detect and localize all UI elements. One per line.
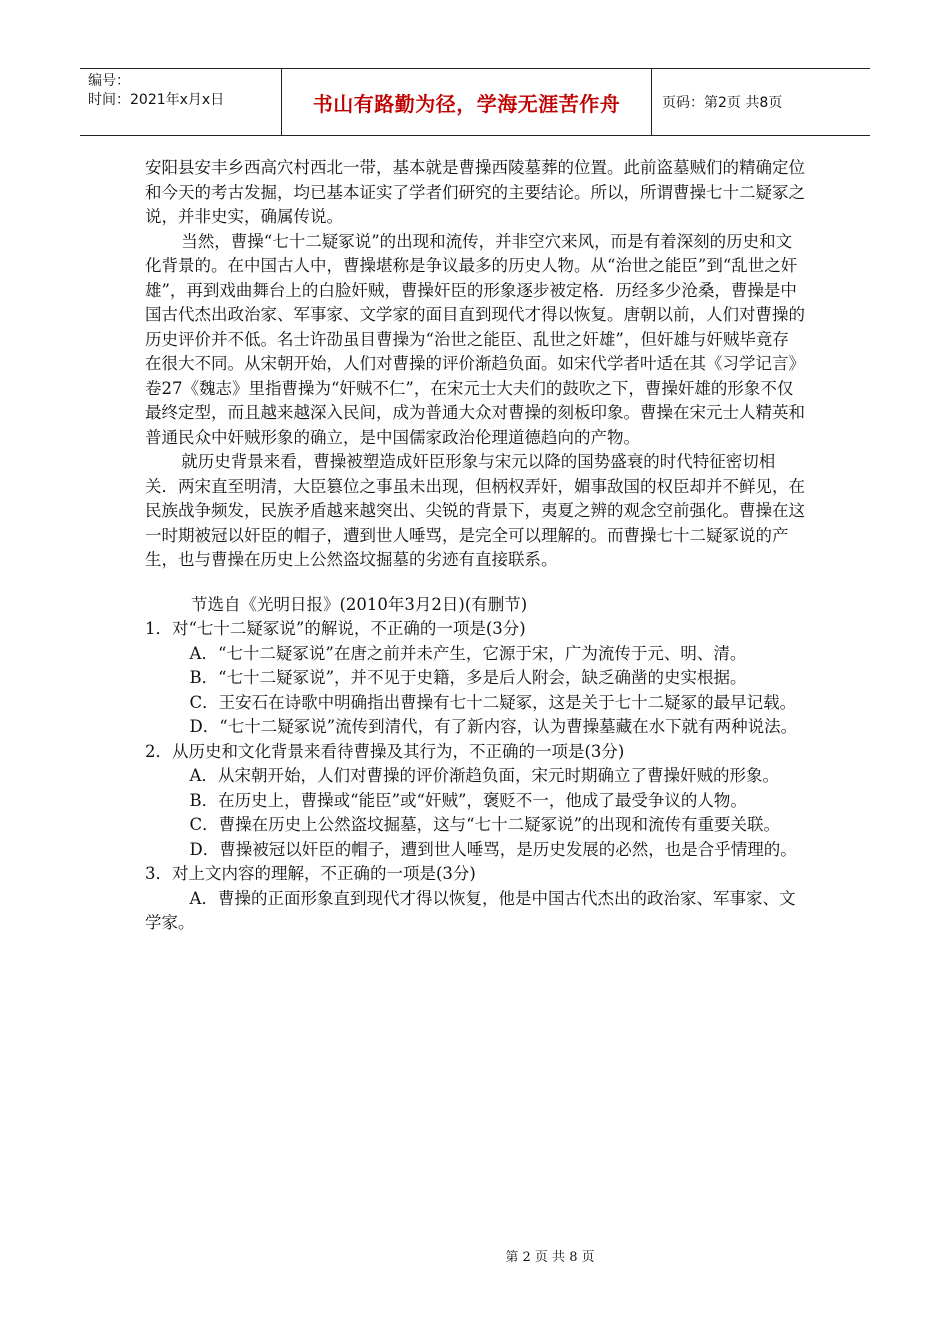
- option-d: D．“七十二疑冢说”流传到清代，有了新内容，认为曹操墓藏在水下就有两种说法。: [189, 717, 798, 736]
- option-b: B．“七十二疑冢说”，并不见于史籍，多是后人附会，缺乏确凿的史实根据。: [189, 668, 747, 687]
- document-body: [145, 156, 805, 936]
- paragraph-2: 当然，曹操“七十二疑冢说”的出现和流传，并非空穴来风，而是有着深刻的历史和文化背景的。在中国古人中，曹操堪称是争议最多的历史人物。从“治世之能臣”到“乱世之奸雄”，再到戏曲舞台上的白脸奸贼，曹操奸臣的形象逐步被定格．历经多少沧桑，曹操是中国古代杰出政治家、军事家、文学家的面目直到现代才得以恢复。唐朝以前，人们对曹操的历史评价并不低。名士许劭虽目曹操为“治世之能臣、乱世之奸雄”，但奸雄与奸贼毕竟存在很大不同。从宋朝开始，人们对曹操的评价渐趋负面。如宋代学者叶适在其《习学记言》卷27《魏志》里指曹操为“奸贼不仁”，在宋元士大夫们的鼓吹之下，曹操奸雄的形象不仅最终定型，而且越来越深入民间，成为普通大众对曹操的刻板印象。曹操在宋元士人精英和普通民众中奸贼形象的确立，是中国儒家政治伦理道德趋向的产物。: [145, 231, 805, 447]
- page-header: [80, 68, 870, 136]
- header-number-label: 编号：: [88, 73, 130, 89]
- question-1: [145, 617, 805, 740]
- paragraph-1: 安阳县安丰乡西高穴村西北一带，基本就是曹操西陵墓葬的位置。此前盗墓贼们的精确定位和今天的考古发掘，均已基本证实了学者们研究的主要结论。所以，所谓曹操七十二疑冢之说，并非史实，确属传说。: [145, 158, 805, 226]
- header-page-code: 页码：第2页 共8页: [662, 95, 783, 111]
- option-b: B．在历史上，曹操或“能臣”或“奸贼”，褒贬不一，他成了最受争议的人物。: [189, 790, 747, 810]
- option-c: C．王安石在诗歌中明确指出曹操有七十二疑冢，这是关于七十二疑冢的最早记载。: [189, 692, 797, 712]
- question-2: [145, 740, 805, 863]
- header-meta: [80, 69, 282, 135]
- paragraph-3: 就历史背景来看，曹操被塑造成奸臣形象与宋元以降的国势盛衰的时代特征密切相关．两宋直至明清，大臣篡位之事虽未出现，但柄权弄奸，媚事敌国的权臣却并不鲜见，在民族战争频发，民族矛盾越来越突出、尖锐的背景下，夷夏之辨的观念空前强化。曹操在这一时期被冠以奸臣的帽子，遭到世人唾骂，是完全可以理解的。而曹操七十二疑冢说的产生，也与曹操在历史上公然盗坟掘墓的劣迹有直接联系。: [145, 452, 805, 569]
- question-stem: 1．对“七十二疑冢说”的解说，不正确的一项是(3分): [145, 619, 526, 638]
- source-citation: 节选自《光明日报》(2010年3月2日)(有删节): [191, 594, 528, 614]
- page-footer: 第 2 页 共 8 页: [505, 1250, 595, 1265]
- option-a: A．曹操的正面形象直到现代才得以恢复，他是中国古代杰出的政治家、军事家、文学家。: [145, 888, 796, 932]
- question-stem: 2．从历史和文化背景来看待曹操及其行为，不正确的一项是(3分): [145, 741, 625, 761]
- header-motto: 书山有路勤为径，学海无涯苦作舟: [282, 69, 652, 135]
- option-c: C．曹操在历史上公然盗坟掘墓，这与“七十二疑冢说”的出现和流传有重要关联。: [189, 815, 781, 834]
- question-stem: 3．对上文内容的理解，不正确的一项是(3分): [145, 864, 476, 883]
- question-3: [145, 862, 805, 936]
- option-a: A．“七十二疑冢说”在唐之前并未产生，它源于宋，广为流传于元、明、清。: [189, 643, 747, 663]
- option-d: D．曹操被冠以奸臣的帽子，遭到世人唾骂，是历史发展的必然，也是合乎情理的。: [189, 839, 797, 859]
- header-time-label: 时间：2021年x月x日: [88, 92, 225, 108]
- option-a: A．从宋朝开始，人们对曹操的评价渐趋负面，宋元时期确立了曹操奸贼的形象。: [189, 766, 779, 785]
